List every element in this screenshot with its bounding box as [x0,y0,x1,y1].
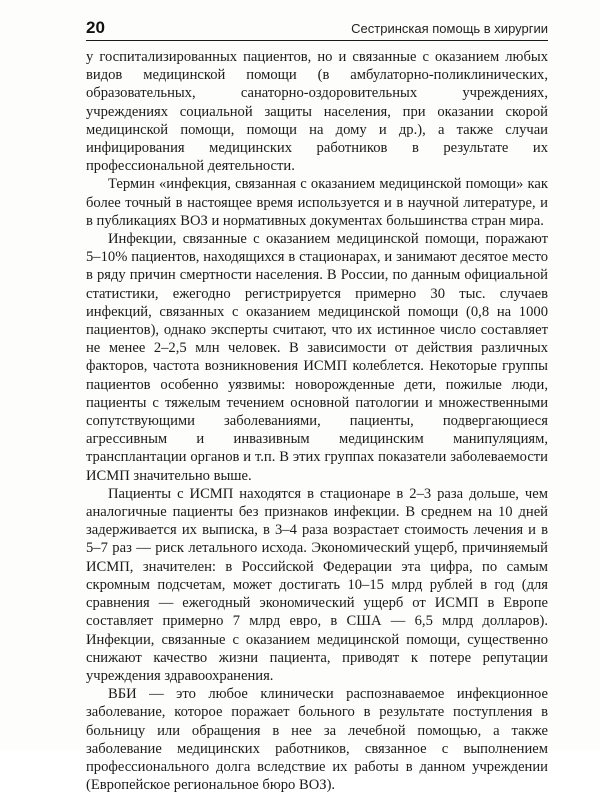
paragraph-5: ВБИ — это любое клинически распознаваемое инфекционное заболевание, которое поражает больного в результате поступления в больницу или обращения в нее за лечебной помощью, а также заболевание медицинских работников, связанное с выполнением профессионального долга вследствие их работы в данном учреждении (Европейское региональное бюро ВОЗ). [86,686,548,794]
running-title: Сестринская помощь в хирургии [351,21,548,36]
paragraph-2: Термин «инфекция, связанная с оказанием медицинской помощи» как более точный в настоящее время используется и в научной литературе, и в публикациях ВОЗ и нормативных документах большинства стран мира. [86,176,548,229]
page-number: 20 [86,18,105,37]
paragraph-3: Инфекции, связанные с оказанием медицинской помощи, поражают 5–10% пациентов, находящихся в стационарах, и занимают десятое место в ряду причин смертности населения. В России, по данным официальной статистики, ежегодно регистрируется примерно 30 тыс. случаев инфекций, связанных с оказанием медицинской помощи (0,8 на 1000 пациентов), однако эксперты считают, что их истинное число составляет не менее 2–2,5 млн человек. В зависимости от действия различных факторов, частота возникновения ИСМП колеблется. Некоторые группы пациентов особенно уязвимы: новорожденные дети, пожилые люди, пациенты с тяжелым течением основной патологии и множественными сопутствующими заболеваниями, пациенты, подвергающиеся агрессивным и инвазивным медицинским манипуляциям, трансплантации органов и т.п. В этих группах показатели заболеваемости ИСМП значительно выше. [86,231,548,484]
body-text [86,48,548,794]
page-header [86,18,548,41]
paragraph-4: Пациенты с ИСМП находятся в стационаре в 2–3 раза дольше, чем аналогичные пациенты без признаков инфекции. В среднем на 10 дней задерживается их выписка, в 3–4 раза возрастает стоимость лечения и в 5–7 раз — риск летального исхода. Экономический ущерб, причиняемый ИСМП, значителен: в Российской Федерации эта цифра, по самым скромным подсчетам, может достигать 10–15 млрд рублей в год (для сравнения — ежегодный экономический ущерб от ИСМП в Европе составляет примерно 7 млрд евро, в США — 6,5 млрд долларов). Инфекции, связанные с оказанием медицинской помощи, существенно снижают качество жизни пациента, приводят к потере репутации учреждения здравоохранения. [86,485,548,684]
paragraph-1: у госпитализированных пациентов, но и связанные с оказанием любых видов медицинской помощи (в амбулаторно-поликлинических, образовательных, санаторно-оздоровительных учреждениях, учреждениях социальной защиты населения, при оказании скорой медицинской помощи, помощи на дому и др.), а также случаи инфицирования медицинских работников в результате их профессиональной деятельности. [86,49,548,175]
